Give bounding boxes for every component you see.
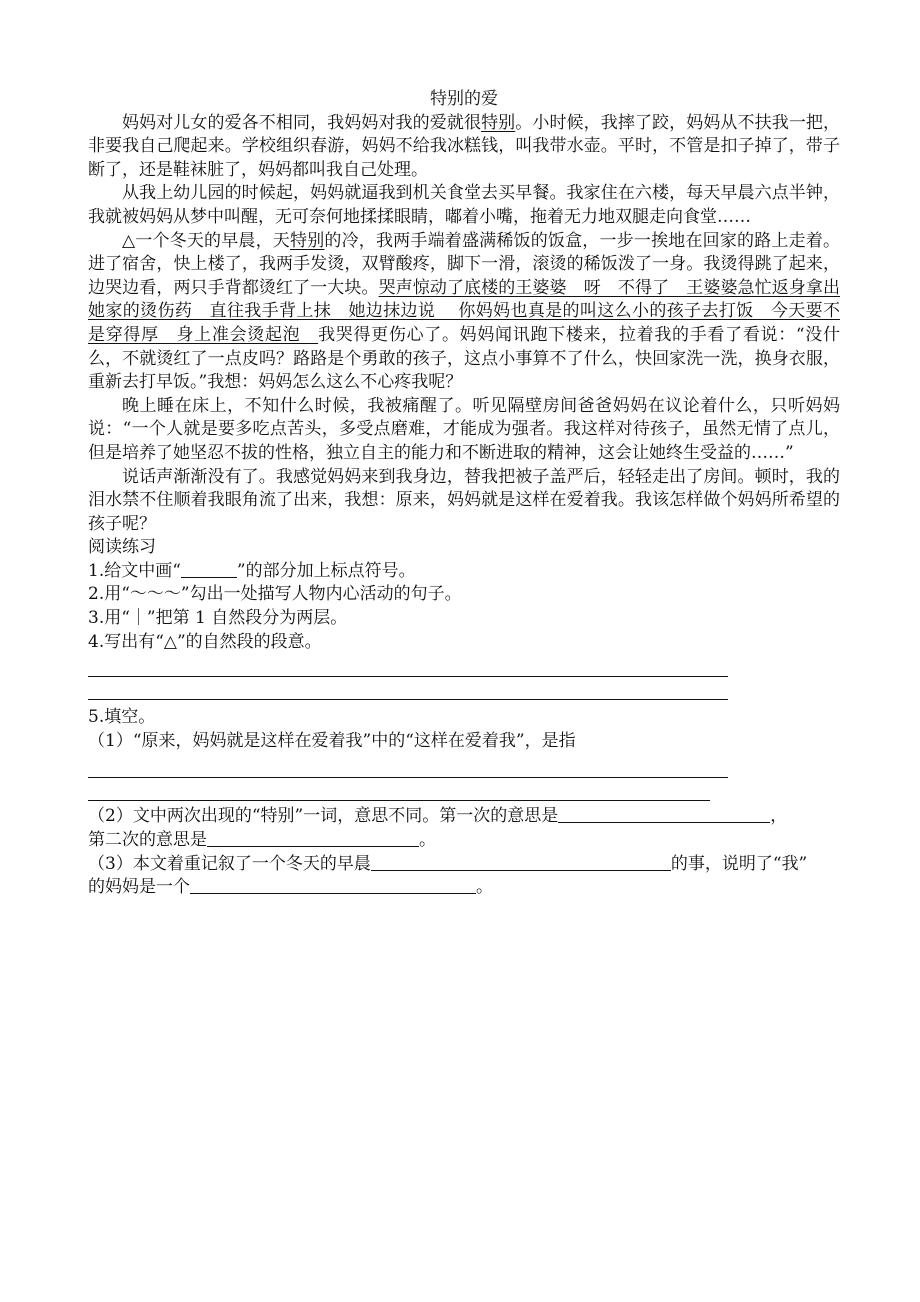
q1-underline-sample (181, 560, 237, 578)
q1-text-a: 1.给文中画“ (88, 560, 181, 581)
paragraph-5: 说话声渐渐没有了。我感觉妈妈来到我身边，替我把被子盖严后，轻轻走出了房间。顿时，我的泪水禁不住顺着我眼角流了出来，我想：原来，妈妈就是这样在爱着我。我该怎样做个妈妈所希望的孩子呢？ (88, 466, 840, 534)
page-title: 特别的爱 (430, 89, 498, 109)
q5-1-answer-line-1[interactable] (88, 755, 728, 778)
worksheet-page (88, 88, 840, 900)
paragraph-4: 晚上睡在床上，不知什么时候，我被痛醒了。听见隔壁房间爸爸妈妈在议论着什么，只听妈妈说：“一个人就是要多吃点苦头，多受点磨难，才能成为强者。我这样对待孩子，虽然无情了点儿，但是培养了她坚忍不拔的性格，独立自主的能力和不断进取的精神，这会让她终生受益的……” (88, 395, 840, 463)
question-4: 4.写出有“△”的自然段的段意。 (88, 631, 322, 652)
q5-2-text-d: 。 (419, 830, 436, 851)
paragraph-2: 从我上幼儿园的时候起，妈妈就逼我到机关食堂去买早餐。我家住在六楼，每天早晨六点半钟，我就被妈妈从梦中叫醒，无可奈何地揉揉眼睛，嘟着小嘴，拖着无力地双腿走向食堂…… (88, 183, 840, 227)
q5-1-answer-line-2[interactable] (88, 778, 710, 801)
question-5: 5.填空。 (88, 707, 156, 728)
question-3: 3.用“｜”把第 1 自然段分为两层。 (88, 608, 348, 629)
q5-2-text-b: ， (770, 806, 788, 827)
q5-2-text-c: 第二次的意思是 (88, 830, 207, 851)
question-5-1: （1）“原来，妈妈就是这样在爱着我”中的“这样在爱着我”，是指 (88, 730, 576, 751)
question-1 (88, 560, 840, 584)
q5-3-text-d: 。 (476, 877, 493, 898)
q5-3-blank-1[interactable] (371, 853, 671, 871)
q1-text-b: ”的部分加上标点符号。 (236, 560, 416, 581)
question-5-2-cont (88, 829, 840, 853)
q5-2-blank-1[interactable] (558, 805, 770, 823)
question-5-2 (88, 805, 840, 829)
p3-text-d: 我哭得更伤心了。妈妈闻讯跑下楼来，拉着我的手看了看说：“没什么，不就烫红了一点皮吗？路路是个勇敢的孩子，这点小事算不了什么，快回家洗一洗，换身衣服，重新去打早饭。”我想：妈妈怎么这么不心疼我呢？ (88, 324, 840, 393)
p3-underlined-word: 特别 (290, 230, 325, 251)
question-5-3 (88, 853, 840, 877)
q4-answer-line-2[interactable] (88, 677, 728, 700)
p1-underlined-word: 特别 (481, 112, 516, 133)
q5-3-blank-2[interactable] (190, 876, 476, 894)
exercise-heading: 阅读练习 (88, 537, 156, 558)
p1-text-a: 妈妈对儿女的爱各不相同，我妈妈对我的爱就很 (122, 112, 482, 133)
p3-text-a: △一个冬天的早晨，天 (122, 230, 291, 251)
q5-3-text-b: 的事，说明了“我” (670, 853, 808, 874)
paragraph-3 (88, 230, 840, 395)
q5-2-text-a: （2）文中两次出现的“特别”一词，意思不同。第一次的意思是 (88, 806, 559, 827)
paragraph-1 (88, 112, 840, 183)
q5-3-text-c: 的妈妈是一个 (88, 877, 190, 898)
q5-2-blank-2[interactable] (207, 829, 419, 847)
p3-punctuation-exercise-text: 哭声惊动了底楼的王婆婆 呀 不得了 王婆婆急忙返身拿出她家的烫伤药 直往我手背上抹 她边抹边说 你妈妈也真是的叫这么小的孩子去打饭 今天要不是穿得厚 身上准会烫起泡 (88, 277, 841, 345)
q4-answer-line-1[interactable] (88, 654, 728, 677)
q5-3-text-a: （3）本文着重记叙了一个冬天的早晨 (88, 853, 371, 874)
p1-text-b: 。小时候，我摔了跤，妈妈从不扶我一把，非要我自己爬起来。学校组织春游，妈妈不给我冰糕钱，叫我带水壶。平时，不管是扣子掉了，带子断了，还是鞋袜脏了，妈妈都叫我自己处理。 (88, 112, 841, 180)
question-2: 2.用“～～～”勾出一处描写人物内心活动的句子。 (88, 584, 462, 605)
p3-text-b: 的冷，我两手端着盛满稀饭的饭盒，一步一挨地在回家的路上走着。进了宿舍，快上楼了，我两手发烫，双臂酸疼，脚下一滑，滚烫的稀饭泼了一身。我烫得跳了起来，边哭边看，两只手背都烫红了一大块。 (88, 230, 841, 298)
question-5-3-cont (88, 876, 840, 900)
